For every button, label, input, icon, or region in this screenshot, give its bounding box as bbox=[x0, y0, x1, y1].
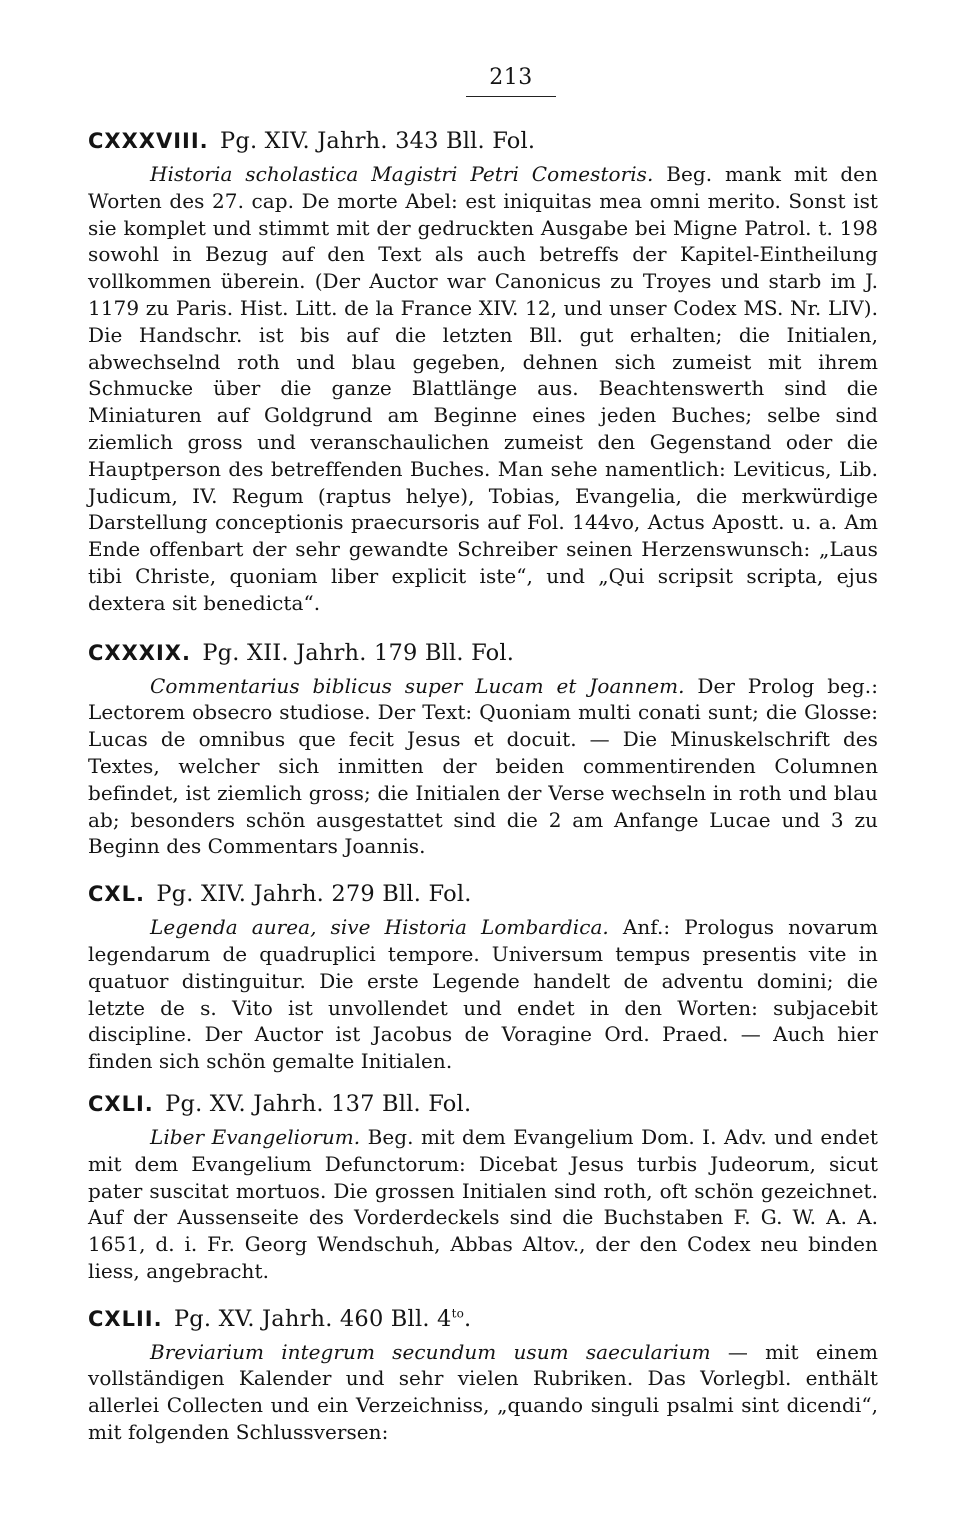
entry-heading-text: Pg. XIV. Jahrh. 279 Bll. Fol. bbox=[156, 881, 472, 908]
entry-title: Liber Evangeliorum. bbox=[150, 1124, 361, 1149]
entry-cxxxix bbox=[88, 638, 878, 861]
entry-heading-text: Pg. XV. Jahrh. 137 Bll. Fol. bbox=[165, 1090, 472, 1117]
entry-body bbox=[88, 1339, 878, 1446]
entry-cxl bbox=[88, 879, 878, 1075]
entry-numeral: CXL. bbox=[88, 882, 145, 907]
entry-numeral: CXXXIX. bbox=[88, 640, 191, 665]
entry-numeral: CXLI. bbox=[88, 1091, 154, 1116]
entry-heading-end: . bbox=[464, 1305, 472, 1332]
entry-text: Anf.: Prologus novarum legendarum de quadruplici tempore. Universum tempus presentis vite in quatuor distinguitur. Die erste Legende handelt de adventu domini; die letzte de s. Vito ist unvollendet und endet in den Worten: subjacebit discipline. Der Auctor ist Jacobus de Voragine Ord. Praed. — Auch hier finden sich schön gemalte Initialen. bbox=[88, 915, 878, 1074]
entry-text: — mit einem vollständigen Kalender und sehr vielen Rubriken. Das Vorlegbl. enthält allerlei Collecten und ein Verzeichniss, „quando singuli psalmi sint dicendi“, mit folgenden Schlussversen: bbox=[88, 1339, 878, 1445]
entry-heading-text: Pg. XV. Jahrh. 460 Bll. 4 bbox=[173, 1305, 452, 1332]
entry-text: Beg. mank mit den Worten des 27. cap. De morte Abel: est iniquitas mea omni merito. Sonst ist sie komplet und stimmt mit der gedruckten Ausgabe bei Migne Patrol. t. 198 sowohl in Bezug auf den Text als auch betreffs der Kapitel-Eintheilung vollkommen überein. (Der Auctor war Canonicus zu Troyes und starb im J. 1179 zu Paris. Hist. Litt. de la France XIV. 12, und unser Codex MS. Nr. LIV). Die Handschr. ist bis auf die letzten Bll. gut erhalten; die Initialen, abwechselnd roth und blau gegeben, dehnen sich zumeist mit ihrem Schmucke über die ganze Blattlänge aus. Beachtenswerth sind die Miniaturen auf Goldgrund am Beginne eines jeden Buches; selbe sind ziemlich gross und veranschaulichen zumeist den Gegenstand oder die Hauptperson des betreffenden Buches. Man sehe namentlich: Leviticus, Lib. Judicum, IV. Regum (raptus helye), Tobias, Evangelia, die merkwürdige Darstellung conceptionis praecursoris auf Fol. 144vo, Actus Apostt. u. a. Am Ende offenbart der sehr gewandte Schreiber seinen Herzenswunsch: „Laus tibi Christe, quoniam liber explicit iste“, und „Qui scripsit scripta, ejus dextera sit benedicta“. bbox=[88, 162, 878, 615]
entry-body bbox=[88, 673, 878, 861]
entry-title: Breviarium integrum secundum usum saecularium bbox=[150, 1339, 711, 1364]
entry-numeral: CXLII. bbox=[88, 1306, 163, 1331]
page bbox=[88, 64, 878, 1446]
entry-heading bbox=[88, 879, 878, 909]
entry-heading-text: Pg. XII. Jahrh. 179 Bll. Fol. bbox=[202, 639, 515, 666]
entry-heading bbox=[88, 638, 878, 668]
entry-cxlii bbox=[88, 1304, 878, 1446]
entry-numeral: CXXXVIII. bbox=[88, 129, 209, 153]
entry-heading bbox=[88, 126, 878, 156]
entry-body bbox=[88, 161, 878, 617]
entry-title: Historia scholastica Magistri Petri Comestoris. bbox=[150, 162, 654, 186]
entry-title: Commentarius biblicus super Lucam et Joannem. bbox=[150, 673, 685, 698]
entry-heading bbox=[88, 1304, 878, 1334]
entry-heading bbox=[88, 1089, 878, 1119]
entry-body bbox=[88, 1124, 878, 1285]
entry-heading-superscript: to bbox=[451, 1306, 465, 1321]
entry-body bbox=[88, 914, 878, 1075]
page-number: 213 bbox=[489, 65, 533, 90]
page-number-rule bbox=[466, 96, 556, 97]
entry-text: Beg. mit dem Evangelium Dom. I. Adv. und endet mit dem Evangelium Defunctorum: Dicebat Jesus turbis Judeorum, sicut pater suscitat mortuos. Die grossen Initialen sind roth, oft schön gezeichnet. Auf der Aussenseite des Vorderdeckels sind die Buchstaben F. G. W. A. A. 1651, d. i. Fr. Georg Wendschuh, Abbas Altov., der den Codex neu binden liess, angebracht. bbox=[88, 1124, 878, 1283]
entry-cxli bbox=[88, 1089, 878, 1285]
entry-title: Legenda aurea, sive Historia Lombardica. bbox=[150, 915, 609, 940]
entry-heading-text: Pg. XIV. Jahrh. 343 Bll. Fol. bbox=[220, 128, 536, 154]
entry-text: Der Prolog beg.: Lectorem obsecro studiose. Der Text: Quoniam multi conati sunt; die Glosse: Lucas de omnibus que fecit Jesus et docuit. — Die Minuskelschrift des Textes, welcher sich inmitten der beiden commentirenden Columnen befindet, ist ziemlich gross; die Initialen der Verse wechseln in roth und blau ab; besonders schön ausgestattet sind die 2 am Anfange Lucae und 3 zu Beginn des Commentars Joannis. bbox=[88, 673, 878, 859]
entry-cxxxviii bbox=[88, 126, 878, 617]
